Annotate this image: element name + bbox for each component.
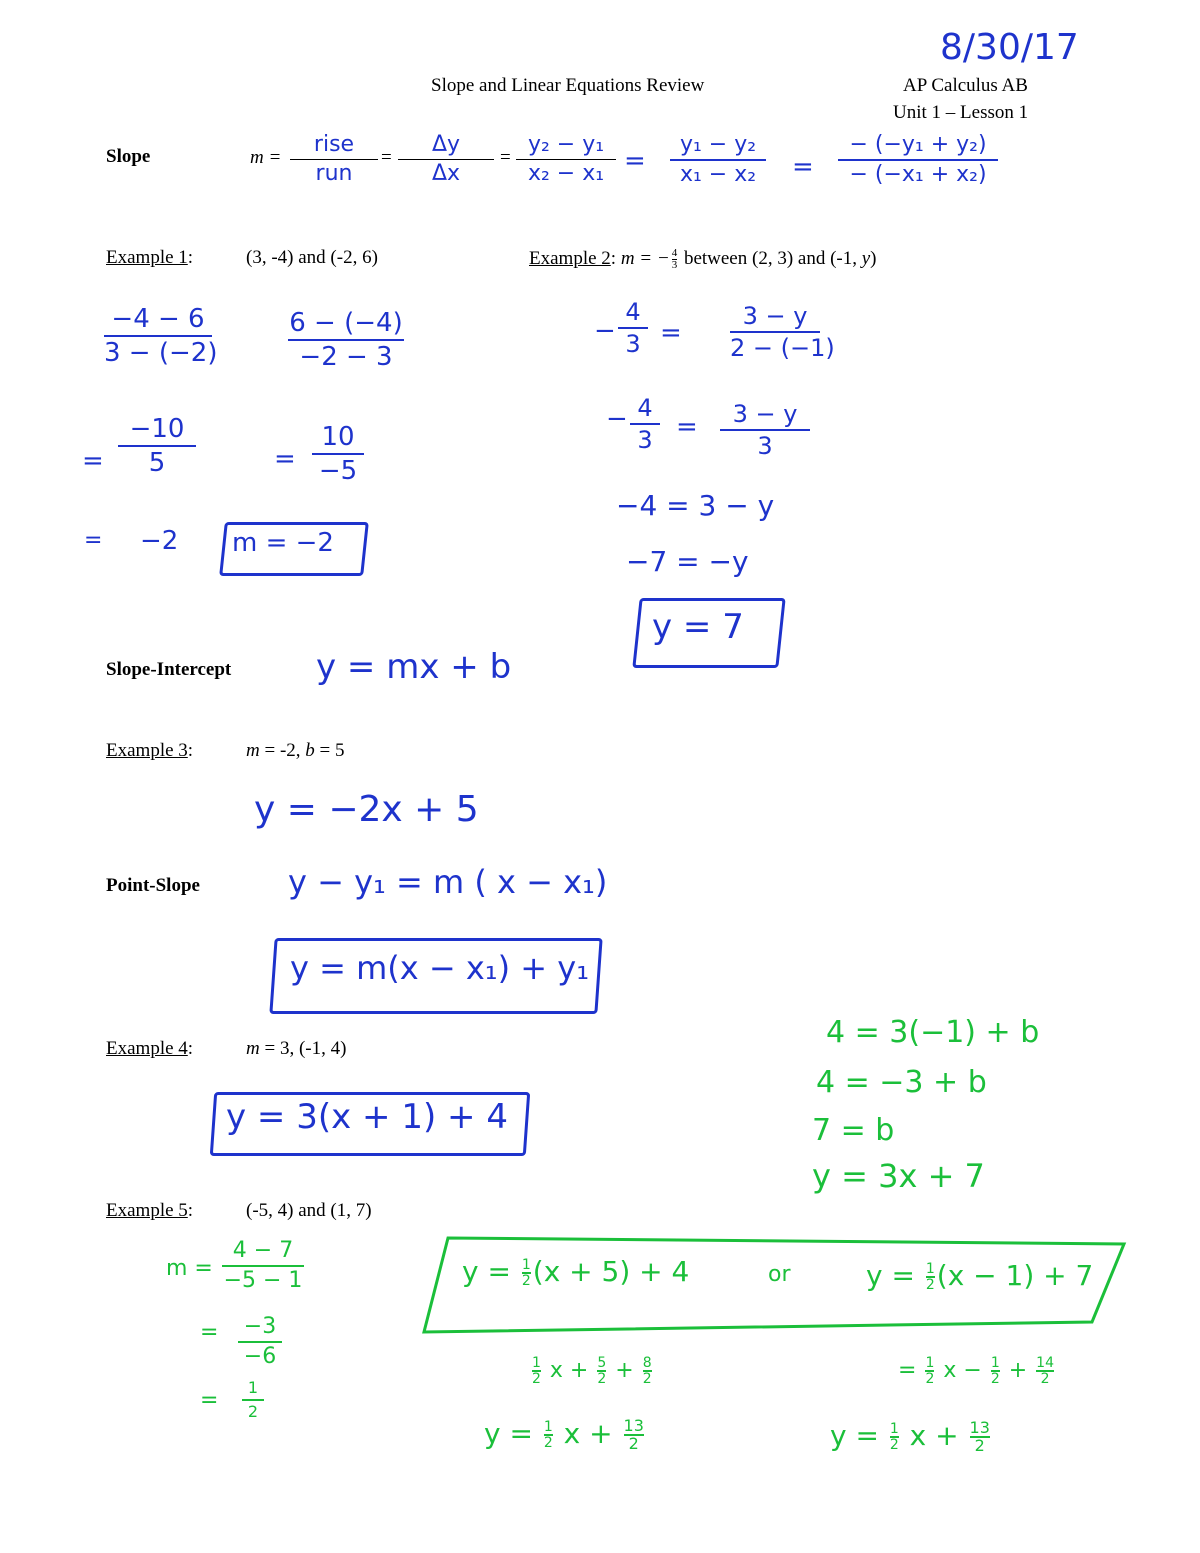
delta-x-text: Δx — [431, 161, 461, 186]
ex5-left-line-2: y = $\frac{1}{2}$ x + $\frac{13}{2}$ — [484, 1416, 644, 1453]
slope-eq-3: = — [624, 146, 646, 176]
delta-y-text: Δy — [431, 132, 461, 157]
example-3-values: m = -2, b = 5 — [246, 740, 345, 761]
slope-heading: Slope — [106, 146, 151, 167]
neg-num-text: − (−y₁ + y₂) — [849, 132, 987, 157]
ex5-m-frac-2: −3 −6 — [238, 1316, 282, 1368]
x2x1-text: x₂ − x₁ — [527, 161, 605, 186]
point-slope-formula: y − y₁ = m ( x − x₁) — [288, 863, 608, 901]
ex5-right-line-1: = $\frac{1}{2}$ x − $\frac{1}{2}$ + $\frac{14}{2}$ — [898, 1355, 1054, 1387]
unit-lesson: Unit 1 – Lesson 1 — [893, 102, 1029, 123]
ex1-equals-2: = — [274, 444, 296, 474]
ex5-right-line-2: y = $\frac{1}{2}$ x + $\frac{13}{2}$ — [830, 1418, 990, 1455]
ex1-fraction-3: −10 5 — [118, 416, 196, 476]
ex1-fraction-1: −4 − 6 3 − (−2) — [104, 304, 218, 368]
ex2-s2-minus: − — [606, 404, 628, 434]
run-text: run — [315, 161, 353, 186]
neg-den-text: − (−x₁ + x₂) — [849, 162, 987, 187]
ex4-green-line-4: y = 3x + 7 — [812, 1157, 985, 1195]
ex1-equals-3: = — [84, 528, 103, 553]
ex1-equals-1: = — [82, 446, 104, 476]
example-3-answer: y = −2x + 5 — [254, 789, 479, 830]
course-name: AP Calculus AB — [903, 75, 1028, 96]
ex4-green-line-1: 4 = 3(−1) + b — [826, 1015, 1040, 1050]
ex5-or: or — [768, 1262, 791, 1287]
ex2-answer: y = 7 — [652, 607, 744, 647]
slope-intercept-heading: Slope-Intercept — [106, 659, 232, 680]
ex5-left-line-1: $\frac{1}{2}$ x + $\frac{5}{2}$ + $\frac{8}{2}$ — [532, 1355, 652, 1387]
example-5-label: Example 5: — [106, 1200, 194, 1221]
ex2-s1-frac-left: 4 3 — [618, 300, 648, 356]
slope-eq-2: = — [500, 147, 511, 168]
ex5-box-right: y = $\frac{1}{2}$ (x − 1) + 7 — [866, 1259, 1094, 1293]
ex2-s1-minus: − — [594, 316, 616, 346]
example-5-points: (-5, 4) and (1, 7) — [246, 1200, 372, 1221]
point-slope-boxed-formula: y = m(x − x₁) + y₁ — [290, 949, 590, 987]
example-1-label: Example 1: — [106, 247, 194, 268]
ex2-s1-frac-right: 3 − y 2 − (−1) — [730, 302, 835, 362]
slope-eq-4: = — [792, 152, 814, 182]
ex1-fraction-2: 6 − (−4) −2 − 3 — [289, 308, 403, 372]
page-title: Slope and Linear Equations Review — [431, 75, 705, 96]
y2y1-text: y₂ − y₁ — [527, 132, 605, 157]
x1x2-text: x₁ − x₂ — [679, 162, 757, 187]
ex1-answer: m = −2 — [232, 528, 334, 558]
ex5-eq-1: = — [200, 1320, 219, 1345]
rise-text: rise — [313, 132, 355, 157]
point-slope-heading: Point-Slope — [106, 875, 200, 896]
ex5-box-left: y = $\frac{1}{2}$ (x + 5) + 4 — [462, 1255, 690, 1289]
ex2-s2-frac-right: 3 − y 3 — [720, 402, 810, 458]
ex2-s2-equals: = — [676, 412, 698, 442]
ex2-s4: −7 = −y — [626, 545, 749, 578]
slope-eq-1: = — [381, 147, 392, 168]
ex4-green-line-2: 4 = −3 + b — [816, 1065, 987, 1100]
ex2-s2-frac-left: 4 3 — [630, 396, 660, 452]
ex1-result: −2 — [140, 526, 179, 556]
ex4-answer: y = 3(x + 1) + 4 — [226, 1097, 508, 1137]
ex2-s3: −4 = 3 − y — [616, 489, 775, 522]
example-2-label: Example 2: m = − $\frac{4}{3}$ between (2, 3) and (-1, y) — [529, 247, 877, 271]
ex5-m-frac-1: 4 − 7 −5 − 1 — [223, 1238, 303, 1293]
date-annotation: 8/30/17 — [940, 27, 1079, 68]
ex4-green-line-3: 7 = b — [812, 1113, 895, 1148]
slope-m-equals: m = — [250, 147, 282, 168]
example-4-label: Example 4: — [106, 1038, 194, 1059]
y1y2-text: y₁ − y₂ — [679, 132, 757, 157]
example-4-values: m = 3, (-1, 4) — [246, 1038, 347, 1059]
ex5-m-label: m = — [166, 1256, 213, 1281]
example-1-points: (3, -4) and (-2, 6) — [246, 247, 378, 268]
ex5-m-frac-3: 1 2 — [242, 1380, 264, 1420]
example-3-label: Example 3: — [106, 740, 194, 761]
ex1-fraction-4: 10 −5 — [312, 424, 364, 484]
ex2-s1-equals: = — [660, 318, 682, 348]
ex5-eq-2: = — [200, 1388, 219, 1413]
slope-intercept-formula: y = mx + b — [316, 647, 512, 687]
